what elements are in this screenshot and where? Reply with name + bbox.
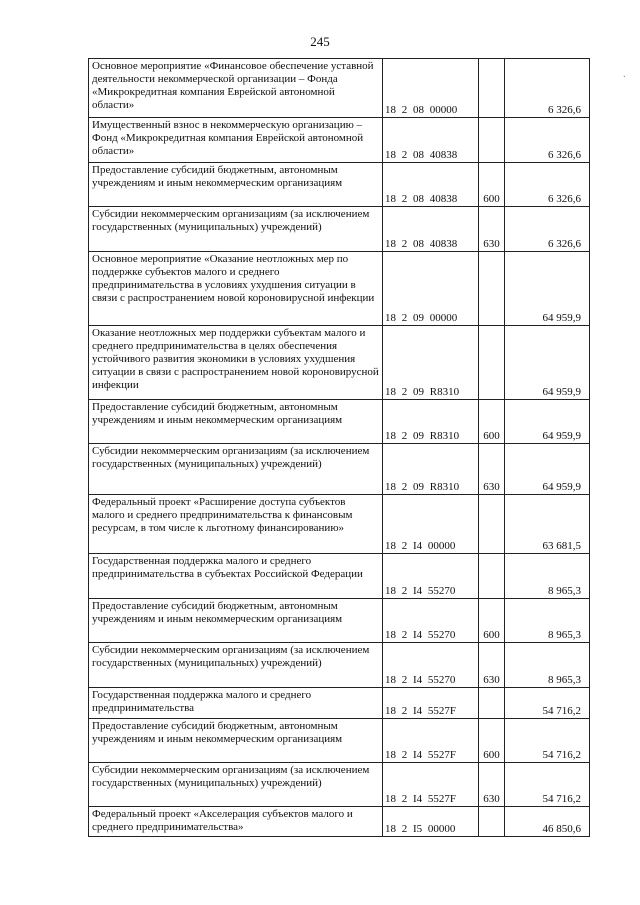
row-code: 18 2 I4 55270: [383, 554, 479, 599]
row-sum: 54 716,2: [505, 719, 590, 763]
row-sum: 63 681,5: [505, 495, 590, 554]
row-vr: [479, 252, 505, 326]
row-name: Федеральный проект «Расширение доступа субъектов малого и среднего предпринимательства к финансовым ресурсам, в том числе к льготному финансированию»: [89, 495, 383, 554]
row-sum: 8 965,3: [505, 643, 590, 688]
row-sum: 64 959,9: [505, 326, 590, 400]
row-name: Предоставление субсидий бюджетным, автономным учреждениям и иным некоммерческим организациям: [89, 163, 383, 207]
row-code: 18 2 09 R8310: [383, 326, 479, 400]
row-vr: [479, 495, 505, 554]
row-sum: 64 959,9: [505, 400, 590, 444]
row-vr: 600: [479, 163, 505, 207]
budget-table-body: [89, 59, 590, 837]
row-vr: [479, 59, 505, 118]
row-vr: 600: [479, 400, 505, 444]
table-row: [89, 207, 590, 252]
row-name: Имущественный взнос в некоммерческую организацию – Фонд «Микрокредитная компания Еврейской автономной области»: [89, 118, 383, 163]
table-row: [89, 763, 590, 807]
row-sum: 6 326,6: [505, 163, 590, 207]
row-code: 18 2 09 R8310: [383, 400, 479, 444]
margin-mark: ·: [622, 72, 626, 83]
row-sum: 8 965,3: [505, 599, 590, 643]
table-row: [89, 400, 590, 444]
table-row: [89, 719, 590, 763]
row-vr: 630: [479, 444, 505, 495]
row-code: 18 2 09 00000: [383, 252, 479, 326]
table-row: [89, 118, 590, 163]
row-sum: 8 965,3: [505, 554, 590, 599]
row-sum: 64 959,9: [505, 444, 590, 495]
row-name: Оказание неотложных мер поддержки субъектам малого и среднего предпринимательства в целях обеспечения устойчивого развития экономики в условиях ухудшения ситуации в связи с распространением новой короновирусной инфекции: [89, 326, 383, 400]
row-sum: 6 326,6: [505, 207, 590, 252]
table-row: [89, 444, 590, 495]
row-vr: [479, 326, 505, 400]
row-code: 18 2 I4 55270: [383, 599, 479, 643]
table-row: [89, 643, 590, 688]
table-row: [89, 163, 590, 207]
row-name: Субсидии некоммерческим организациям (за исключением государственных (муниципальных) учреждений): [89, 643, 383, 688]
table-row: [89, 495, 590, 554]
row-vr: 630: [479, 763, 505, 807]
row-name: Основное мероприятие «Финансовое обеспечение уставной деятельности некоммерческой организации – Фонда «Микрокредитная компания Еврейской автономной области»: [89, 59, 383, 118]
row-name: Государственная поддержка малого и среднего предпринимательства в субъектах Российской Федерации: [89, 554, 383, 599]
row-vr: 600: [479, 599, 505, 643]
row-code: 18 2 I4 55270: [383, 643, 479, 688]
row-name: Предоставление субсидий бюджетным, автономным учреждениям и иным некоммерческим организациям: [89, 400, 383, 444]
table-row: [89, 554, 590, 599]
row-code: 18 2 08 40838: [383, 207, 479, 252]
row-vr: [479, 688, 505, 719]
row-vr: [479, 554, 505, 599]
row-name: Субсидии некоммерческим организациям (за исключением государственных (муниципальных) учреждений): [89, 444, 383, 495]
row-vr: [479, 807, 505, 837]
row-sum: 54 716,2: [505, 688, 590, 719]
row-sum: 46 850,6: [505, 807, 590, 837]
row-code: 18 2 I4 5527F: [383, 688, 479, 719]
table-row: [89, 59, 590, 118]
row-name: Основное мероприятие «Оказание неотложных мер по поддержке субъектов малого и среднего предпринимательства в условиях ухудшения ситуации в связи с распространением новой короновирусной инфекции: [89, 252, 383, 326]
row-vr: 630: [479, 207, 505, 252]
row-vr: 630: [479, 643, 505, 688]
row-name: Субсидии некоммерческим организациям (за исключением государственных (муниципальных) учреждений): [89, 763, 383, 807]
table-row: [89, 807, 590, 837]
row-name: Государственная поддержка малого и среднего предпринимательства: [89, 688, 383, 719]
row-code: 18 2 I4 5527F: [383, 719, 479, 763]
row-name: Федеральный проект «Акселерация субъектов малого и среднего предпринимательства»: [89, 807, 383, 837]
row-code: 18 2 I5 00000: [383, 807, 479, 837]
table-row: [89, 599, 590, 643]
row-sum: 64 959,9: [505, 252, 590, 326]
row-code: 18 2 08 00000: [383, 59, 479, 118]
row-code: 18 2 09 R8310: [383, 444, 479, 495]
row-code: 18 2 08 40838: [383, 163, 479, 207]
table-row: [89, 688, 590, 719]
row-code: 18 2 I4 00000: [383, 495, 479, 554]
page-number: 245: [310, 34, 330, 49]
row-code: 18 2 08 40838: [383, 118, 479, 163]
row-sum: 6 326,6: [505, 118, 590, 163]
row-name: Предоставление субсидий бюджетным, автономным учреждениям и иным некоммерческим организациям: [89, 599, 383, 643]
row-sum: 6 326,6: [505, 59, 590, 118]
row-vr: [479, 118, 505, 163]
row-code: 18 2 I4 5527F: [383, 763, 479, 807]
row-sum: 54 716,2: [505, 763, 590, 807]
table-row: [89, 326, 590, 400]
row-name: Субсидии некоммерческим организациям (за исключением государственных (муниципальных) учреждений): [89, 207, 383, 252]
budget-table: [88, 58, 590, 837]
table-row: [89, 252, 590, 326]
row-name: Предоставление субсидий бюджетным, автономным учреждениям и иным некоммерческим организациям: [89, 719, 383, 763]
row-vr: 600: [479, 719, 505, 763]
